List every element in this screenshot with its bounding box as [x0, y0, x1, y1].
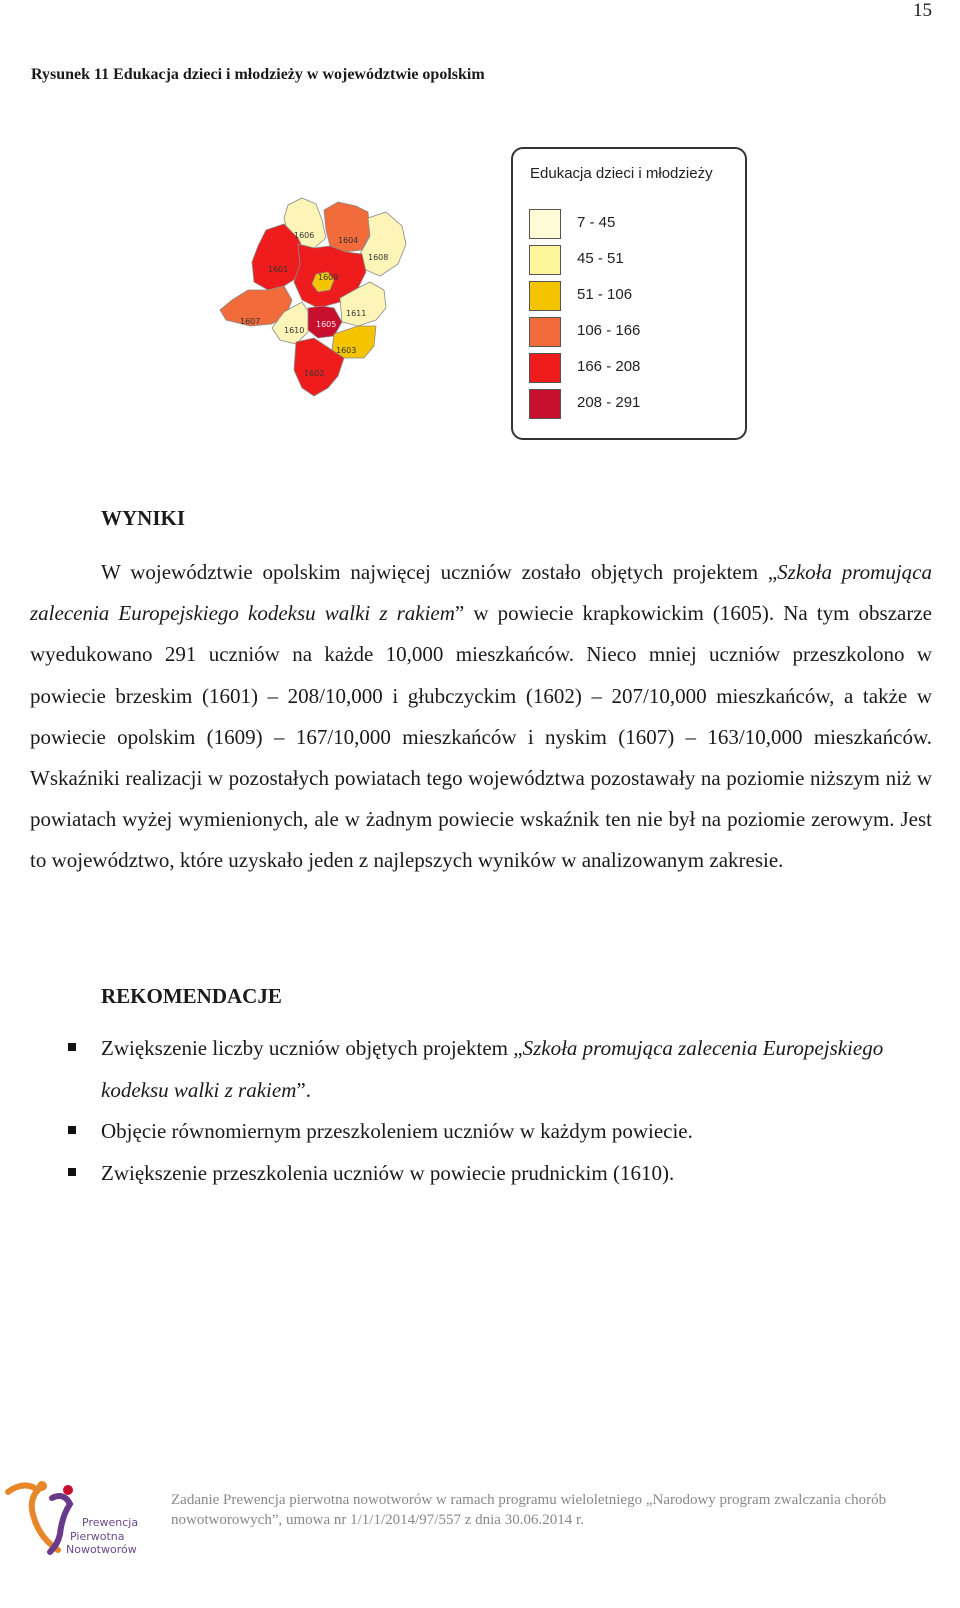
label-1605: 1605 — [316, 320, 337, 329]
legend-swatch — [529, 245, 561, 275]
legend-label: 51 - 106 — [577, 286, 633, 303]
results-paragraph — [30, 552, 932, 882]
figure-caption: Rysunek 11 Edukacja dzieci i młodzieży w województwie opolskim — [31, 66, 485, 83]
legend-item — [529, 245, 729, 275]
district-map — [210, 190, 420, 405]
legend-label: 45 - 51 — [577, 250, 624, 267]
bullet-square-icon — [68, 1126, 76, 1134]
label-1611: 1611 — [346, 309, 367, 318]
label-1609: 1609 — [318, 273, 339, 282]
legend-label: 106 - 166 — [577, 322, 641, 339]
page-number: 15 — [913, 0, 932, 21]
results-text-start: W województwie opolskim najwięcej uczniów zostało objętych projektem „ — [101, 560, 778, 584]
legend-label: 166 - 208 — [577, 358, 641, 375]
legend-label: 7 - 45 — [577, 214, 616, 231]
recommendation-project-italic: Szkoła promująca zalecenia Europejskiego kodeksu walki z rakiem — [101, 1036, 884, 1102]
legend-swatch — [529, 209, 561, 239]
recommendation-text: Zwiększenie liczby uczniów objętych projektem „ — [101, 1036, 523, 1060]
legend-swatch — [529, 281, 561, 311]
results-text-rest: ” w powiecie krapkowickim (1605). Na tym obszarze wyedukowano 291 uczniów na każde 10,000 mieszkańców. Nieco mniej uczniów przeszkolono w powiecie brzeskim (1601) – 208/10,000 i głubczyckim (1602) – 207/10,000 mieszkańców, a także w powiecie opolskim (1609) – 167/10,000 mieszkańców i nyskim (1607) – 163/10,000 mieszkańców. Wskaźniki realizacji w pozostałych powiatach tego województwa pozostawały na poziomie niższym niż w powiatach wyżej wymienionych, ale w żadnym powiecie wskaźnik ten nie był na poziomie zerowym. Jest to województwo, które uzyskało jeden z najlepszych wyników w analizowanym zakresie. — [30, 601, 932, 873]
label-1606: 1606 — [294, 231, 315, 240]
label-1601: 1601 — [268, 265, 289, 274]
legend-item — [529, 317, 729, 347]
recommendations-list — [66, 1028, 926, 1194]
recommendation-item — [66, 1153, 926, 1195]
project-name-italic: Szkoła promująca zalecenia Europejskiego kodeksu walki z rakiem — [30, 560, 932, 626]
results-heading: WYNIKI — [101, 506, 186, 530]
legend-title: Edukacja dzieci i młodzieży — [530, 165, 713, 182]
recommendation-item — [66, 1111, 926, 1153]
logo-text-line2: Pierwotna — [70, 1530, 125, 1543]
legend-label: 208 - 291 — [577, 394, 641, 411]
label-1607: 1607 — [240, 317, 261, 326]
bullet-square-icon — [68, 1043, 76, 1051]
recommendation-item — [66, 1028, 926, 1111]
label-1602: 1602 — [304, 369, 325, 378]
footer-text: Zadanie Prewencja pierwotna nowotworów w ramach programu wieloletniego „Narodowy program zwalczania chorób nowotworowych”, umowa nr 1/1/1/2014/97/557 z dnia 30.06.2014 r. — [171, 1492, 887, 1528]
recommendation-text-end: ”. — [296, 1077, 311, 1102]
bullet-square-icon — [68, 1168, 76, 1176]
recommendation-text: Objęcie równomiernym przeszkoleniem uczniów w każdym powiecie. — [101, 1119, 693, 1143]
legend-swatch — [529, 317, 561, 347]
map-legend — [511, 147, 747, 440]
legend-item — [529, 209, 729, 239]
logo-text-line1: Prewencja — [82, 1516, 139, 1529]
legend-swatch — [529, 353, 561, 383]
legend-item — [529, 353, 729, 383]
label-1604: 1604 — [338, 236, 359, 245]
label-1603: 1603 — [336, 346, 357, 355]
logo-text-line3: Nowotworów — [66, 1543, 137, 1556]
label-1610: 1610 — [284, 326, 305, 335]
legend-item — [529, 281, 729, 311]
legend-swatch — [529, 389, 561, 419]
label-1608: 1608 — [368, 253, 389, 262]
recommendations-heading: REKOMENDACJE — [101, 984, 282, 1008]
prewencja-logo — [4, 1478, 144, 1558]
recommendation-text: Zwiększenie przeszkolenia uczniów w powiecie prudnickim (1610). — [101, 1160, 675, 1185]
legend-item — [529, 389, 729, 419]
